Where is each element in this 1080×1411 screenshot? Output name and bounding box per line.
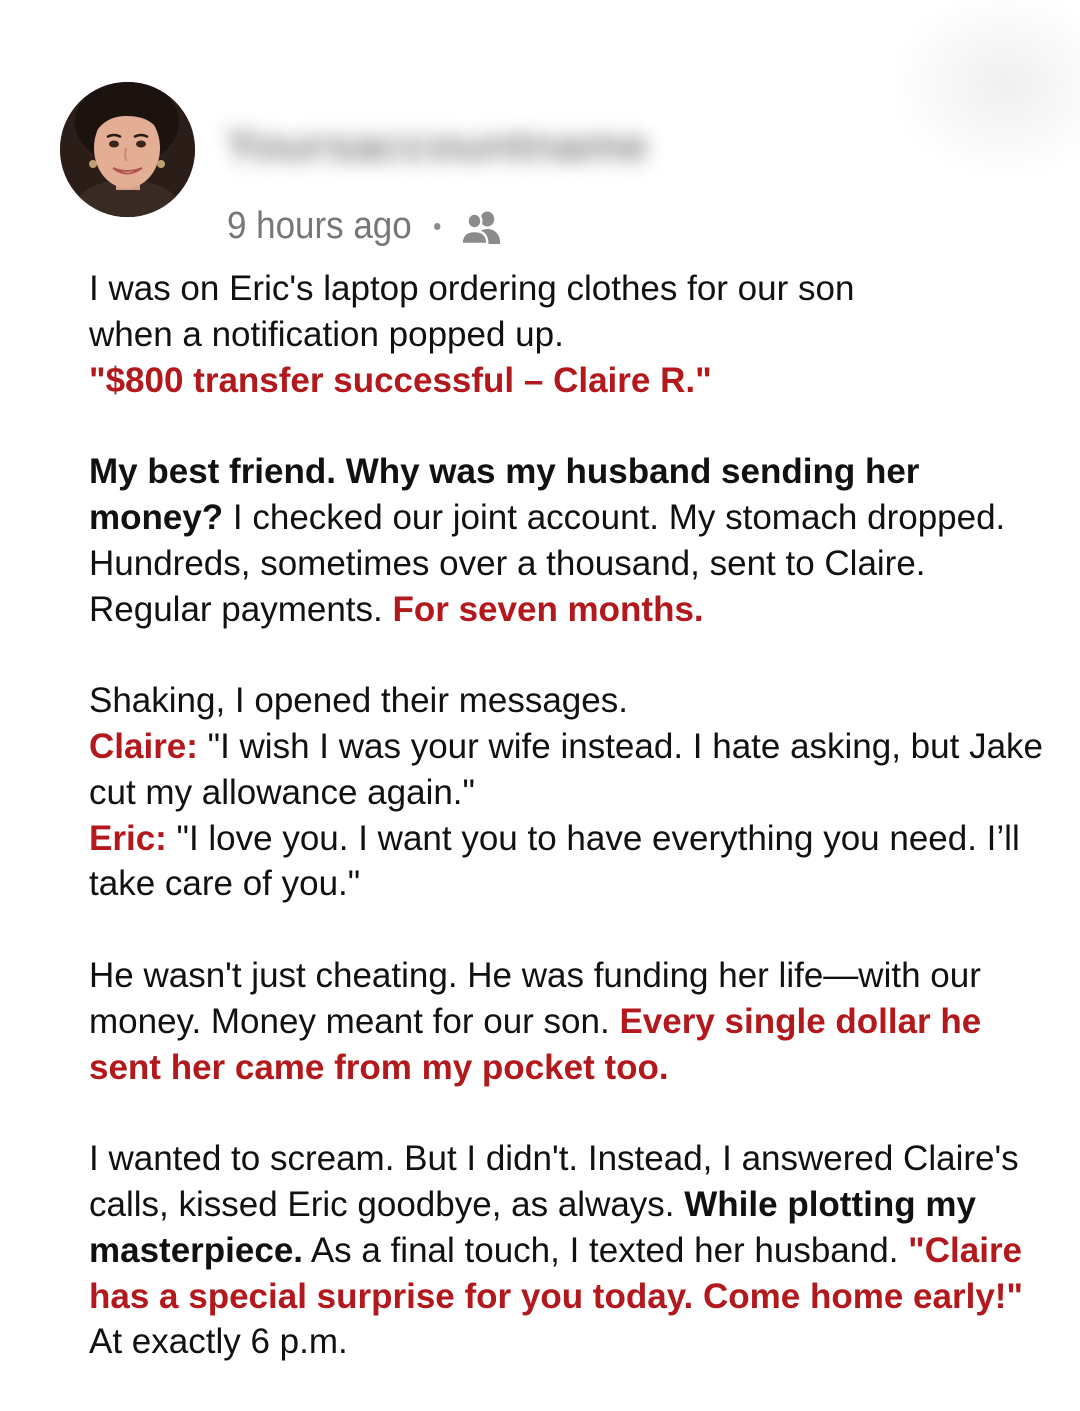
paragraph-1 (89, 266, 1049, 403)
eric-message: "I love you. I want you to have everything you need. I’ll take care of you." (89, 818, 1020, 904)
post-meta (227, 200, 503, 252)
notification-quote: "$800 transfer successful – Claire R." (89, 360, 712, 400)
body-text: I wanted to scream. But I didn't. Instead, I answered Claire's calls, kissed Eric goodbye, as always. (89, 1139, 1019, 1224)
paragraph-3 (89, 678, 1049, 907)
highlight-text: "Claire has a special surprise for you today. Come home early!" (89, 1230, 1024, 1316)
highlight-text: For seven months. (392, 589, 704, 629)
body-text: At exactly 6 p.m. (89, 1322, 348, 1362)
emphasis-text: While plotting my masterpiece. (89, 1184, 976, 1270)
body-text: He wasn't just cheating. He was funding her life—with our money. Money meant for our son. (89, 955, 981, 1041)
paragraph-2 (89, 449, 1049, 632)
post-body (89, 266, 1049, 1411)
speaker-label-claire: Claire: (89, 726, 198, 766)
separator-dot (434, 223, 440, 230)
timestamp[interactable]: 9 hours ago (227, 204, 412, 247)
paragraph-4 (89, 953, 1049, 1090)
profile-photo-woman-icon (60, 82, 195, 217)
paragraph-5 (89, 1136, 1049, 1365)
text-line: when a notification popped up. (89, 314, 564, 354)
body-text: I checked our joint account. My stomach dropped. Hundreds, sometimes over a thousand, sent to Claire. Regular payments. (89, 497, 1006, 629)
body-text: Shaking, I opened their messages. (89, 681, 628, 721)
claire-message: "I wish I was your wife instead. I hate asking, but Jake cut my allowance again." (89, 726, 1043, 812)
friends-icon[interactable] (459, 206, 503, 246)
text-line: I was on Eric's laptop ordering clothes for our son (89, 269, 855, 308)
speaker-label-eric: Eric: (89, 818, 167, 858)
highlight-text: Every single dollar he sent her came from my pocket too. (89, 1001, 982, 1087)
body-text: As a final touch, I texted her husband. (303, 1230, 909, 1270)
avatar[interactable] (60, 82, 195, 217)
corner-shadow (890, 0, 1080, 180)
account-name[interactable]: Yoursaccountname (225, 119, 649, 171)
emphasis-text: My best friend. Why was my husband sending her money? (89, 452, 920, 537)
